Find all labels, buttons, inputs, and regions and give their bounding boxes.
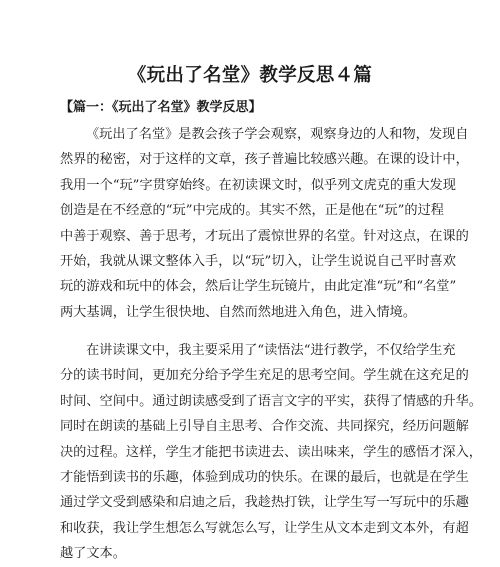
paragraph-line: 在讲读课文中，我主要采用了“读悟法“进行教学，不仅给学生充 bbox=[86, 343, 456, 358]
paragraph-line: 越了文本。 bbox=[60, 546, 126, 562]
paragraph-line: 中善于观察、善于思考，才玩出了震惊世界的名堂。针对这点，在课的 bbox=[60, 228, 469, 244]
paragraph-line: 才能悟到读书的乐趣，体验到成功的快乐。在课的最后，也就是在学生 bbox=[60, 469, 469, 485]
paragraph-line: 创造是在不经意的“玩”中完成的。其实不然，正是他在“玩”的过程 bbox=[60, 203, 444, 219]
paragraph-1 bbox=[60, 122, 469, 325]
paragraph-line: 《玩出了名堂》是教会孩子学会观察，观察身边的人和物，发现自 bbox=[86, 127, 469, 142]
paragraph-line: 我用一个“玩”字贯穿始终。在初读课文时，似乎列文虎克的重大发现 bbox=[60, 177, 456, 193]
paragraph-line: 分的读书时间，更加充分给予学生充足的思考空间。学生就在这充足的 bbox=[60, 368, 469, 384]
section-heading: 【篇一：《玩出了名堂》教学反思】 bbox=[60, 100, 262, 115]
paragraph-line: 然界的秘密，对于这样的文章，孩子普遍比较感兴趣。在课的设计中， bbox=[60, 152, 469, 168]
paragraph-line: 和收获，我让学生想怎么写就怎么写，让学生从文本走到文本外，有超 bbox=[60, 520, 469, 536]
paragraph-line: 玩的游戏和玩中的体会，然后让学生玩镜片，由此定准“玩”和“名堂” bbox=[60, 279, 457, 295]
paragraph-line: 两大基调，让学生很快地、自然而然地进入角色，进入情境。 bbox=[60, 304, 417, 320]
document-title: 《玩出了名堂》教学反思４篇 bbox=[127, 65, 373, 86]
paragraph-line: 开始，我就从课文整体入手，以“玩”切入，让学生说说自己平时喜欢 bbox=[60, 253, 456, 269]
paragraph-line: 时间、空间中。通过朗读感受到了语言文字的平实，获得了情感的升华。 bbox=[60, 393, 482, 409]
paragraph-line: 通过学文受到感染和启迪之后，我趁热打铁，让学生写一写玩中的乐趣 bbox=[60, 495, 469, 511]
paragraph-2 bbox=[60, 338, 482, 567]
paragraph-line: 决的过程。这样，学生才能把书读进去、读出味来，学生的感悟才深入， bbox=[60, 444, 482, 460]
paragraph-line: 同时在朗读的基础上引导自主思考、合作交流、共同探究，经历问题解 bbox=[60, 419, 469, 435]
